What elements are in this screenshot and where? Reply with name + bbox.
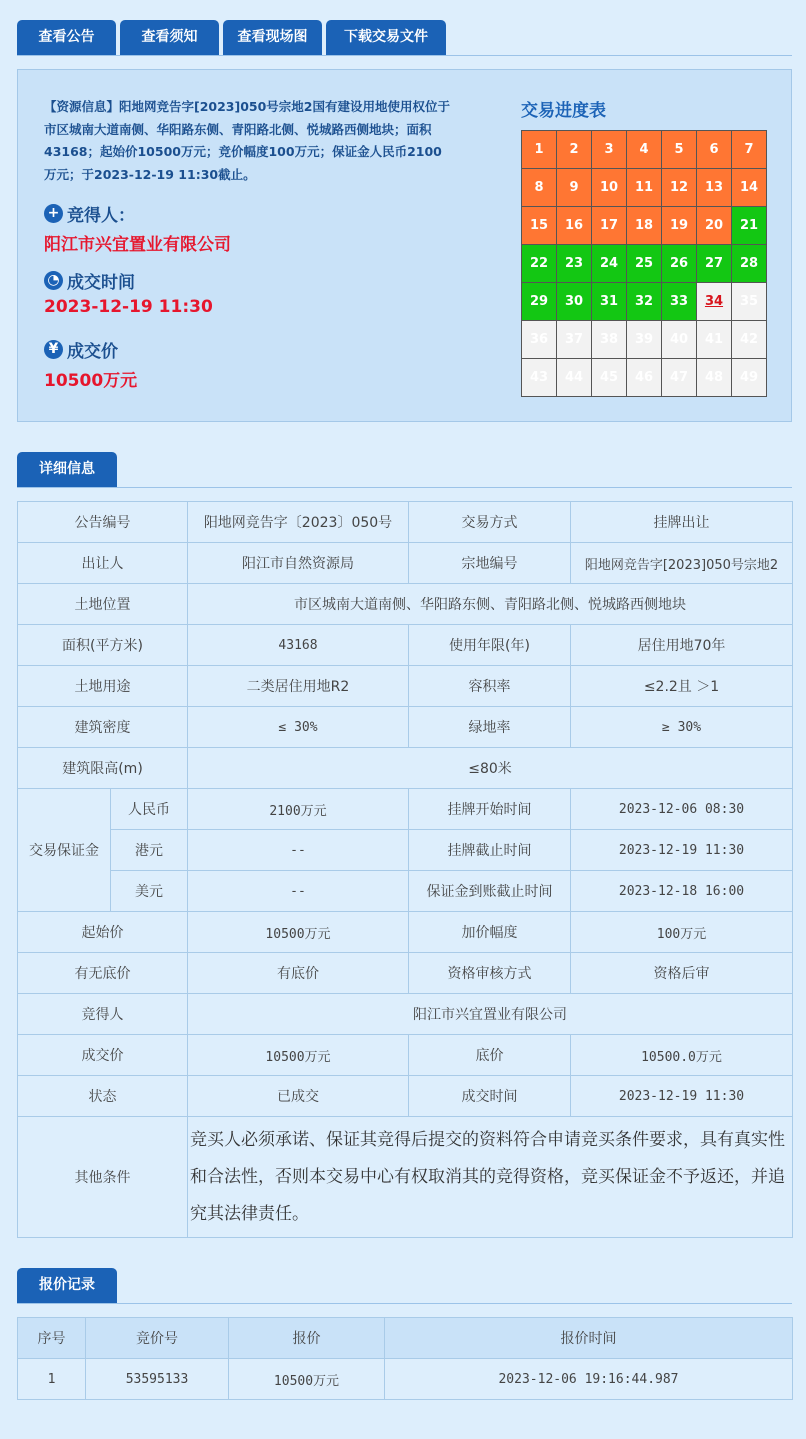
winner-row-label: 竞得人: [18, 994, 188, 1035]
deposit-label: 交易保证金: [18, 789, 111, 912]
plus-circle-icon: +: [44, 204, 63, 223]
bids-header-row: [18, 1318, 793, 1359]
progress-cell-37: 37: [557, 321, 592, 359]
progress-cell-26: 26: [662, 245, 697, 283]
usd-value: --: [188, 871, 409, 912]
bids-table: [17, 1317, 793, 1400]
parcel-no-value: 阳地网竞告字[2023]050号宗地2: [571, 543, 793, 584]
progress-grid: [521, 130, 767, 397]
table-row: [18, 625, 793, 666]
progress-cell-44: 44: [557, 359, 592, 397]
seller-value: 阳江市自然资源局: [188, 543, 409, 584]
progress-cell-35: 35: [732, 283, 767, 321]
seller-label: 出让人: [18, 543, 188, 584]
table-row: [18, 1359, 793, 1400]
progress-cell-45: 45: [592, 359, 627, 397]
table-row: [18, 871, 793, 912]
progress-cell-5: 5: [662, 131, 697, 169]
deal-time-label: 成交时间: [67, 273, 135, 293]
area-label: 面积(平方米): [18, 625, 188, 666]
other-label: 其他条件: [18, 1117, 188, 1238]
progress-cell-23: 23: [557, 245, 592, 283]
bid-seq: 1: [18, 1359, 86, 1400]
progress-cell-21: 21: [732, 207, 767, 245]
progress-cell-32: 32: [627, 283, 662, 321]
winner-label: 竞得人：: [67, 206, 135, 226]
deal-price-label-row: [44, 337, 118, 362]
deal-price-label: 成交价: [67, 342, 118, 362]
notice-no-label: 公告编号: [18, 502, 188, 543]
list-start-label: 挂牌开始时间: [409, 789, 571, 830]
progress-cell-36: 36: [522, 321, 557, 359]
deal-price-value: 10500万元: [44, 371, 138, 391]
deal-time-label-row: [44, 268, 135, 293]
table-row: [18, 543, 793, 584]
progress-cell-31: 31: [592, 283, 627, 321]
progress-cell-41: 41: [697, 321, 732, 359]
summary-panel: [17, 69, 792, 422]
progress-cell-18: 18: [627, 207, 662, 245]
rmb-label: 人民币: [111, 789, 188, 830]
trade-mode-label: 交易方式: [409, 502, 571, 543]
usd-label: 美元: [111, 871, 188, 912]
table-row: [18, 1076, 793, 1117]
progress-cell-12: 12: [662, 169, 697, 207]
bid-time: 2023-12-06 19:16:44.987: [385, 1359, 793, 1400]
tabs-divider: [17, 55, 792, 56]
progress-cell-47: 47: [662, 359, 697, 397]
start-price-label: 起始价: [18, 912, 188, 953]
bid-no: 53595133: [86, 1359, 229, 1400]
progress-cell-33: 33: [662, 283, 697, 321]
progress-cell-24: 24: [592, 245, 627, 283]
table-row: [18, 707, 793, 748]
trade-mode-value: 挂牌出让: [571, 502, 793, 543]
progress-cell-25: 25: [627, 245, 662, 283]
progress-cell-3: 3: [592, 131, 627, 169]
start-price-value: 10500万元: [188, 912, 409, 953]
table-row: [18, 912, 793, 953]
progress-cell-4: 4: [627, 131, 662, 169]
progress-cell-13: 13: [697, 169, 732, 207]
progress-cell-39: 39: [627, 321, 662, 359]
progress-cell-7: 7: [732, 131, 767, 169]
notice-no-value: 阳地网竞告字〔2023〕050号: [188, 502, 409, 543]
hkd-value: --: [188, 830, 409, 871]
table-row: [18, 830, 793, 871]
height-label: 建筑限高(m): [18, 748, 188, 789]
progress-cell-40: 40: [662, 321, 697, 359]
top-tabs: [17, 20, 446, 55]
progress-cell-38: 38: [592, 321, 627, 359]
progress-cell-11: 11: [627, 169, 662, 207]
usage-label: 土地用途: [18, 666, 188, 707]
density-label: 建筑密度: [18, 707, 188, 748]
winner-row-value: 阳江市兴宜置业有限公司: [188, 994, 793, 1035]
area-value: 43168: [188, 625, 409, 666]
reserve-value: 有底价: [188, 953, 409, 994]
table-row: [18, 666, 793, 707]
deposit-deadline-label: 保证金到账截止时间: [409, 871, 571, 912]
progress-cell-30: 30: [557, 283, 592, 321]
col-bid-no: 竞价号: [86, 1318, 229, 1359]
location-value: 市区城南大道南侧、华阳路东侧、青阳路北侧、悦城路西侧地块: [188, 584, 793, 625]
rmb-value: 2100万元: [188, 789, 409, 830]
progress-cell-16: 16: [557, 207, 592, 245]
progress-cell-17: 17: [592, 207, 627, 245]
deposit-deadline-value: 2023-12-18 16:00: [571, 871, 793, 912]
list-end-label: 挂牌截止时间: [409, 830, 571, 871]
list-start-value: 2023-12-06 08:30: [571, 789, 793, 830]
winner-value: 阳江市兴宜置业有限公司: [44, 235, 231, 255]
winner-label-row: [44, 201, 135, 226]
progress-cell-15: 15: [522, 207, 557, 245]
bid-price: 10500万元: [229, 1359, 385, 1400]
bids-divider: [17, 1303, 792, 1304]
table-row: [18, 502, 793, 543]
progress-cell-48: 48: [697, 359, 732, 397]
status-label: 状态: [18, 1076, 188, 1117]
progress-cell-49: 49: [732, 359, 767, 397]
height-value: ≤80米: [188, 748, 793, 789]
tab-view-notice[interactable]: 查看公告: [17, 20, 116, 55]
progress-cell-9: 9: [557, 169, 592, 207]
progress-cell-2: 2: [557, 131, 592, 169]
years-value: 居住用地70年: [571, 625, 793, 666]
detail-table: [17, 501, 793, 1238]
other-value: 竞买人必须承诺、保证其竞得后提交的资料符合申请竞买条件要求，具有真实性和合法性，否则本交易中心有权取消其的竞得资格，竞买保证金不予返还，并追究其法律责任。: [188, 1117, 793, 1238]
green-label: 绿地率: [409, 707, 571, 748]
increment-value: 100万元: [571, 912, 793, 953]
review-value: 资格后审: [571, 953, 793, 994]
progress-cell-27: 27: [697, 245, 732, 283]
table-row: [18, 584, 793, 625]
usage-value: 二类居住用地R2: [188, 666, 409, 707]
col-price: 报价: [229, 1318, 385, 1359]
progress-cell-10: 10: [592, 169, 627, 207]
detail-divider: [17, 487, 792, 488]
table-row: [18, 748, 793, 789]
deal-time-row-value: 2023-12-19 11:30: [571, 1076, 793, 1117]
progress-cell-42: 42: [732, 321, 767, 359]
floor-price-value: 10500.0万元: [571, 1035, 793, 1076]
location-label: 土地位置: [18, 584, 188, 625]
col-time: 报价时间: [385, 1318, 793, 1359]
years-label: 使用年限(年): [409, 625, 571, 666]
tab-download-files[interactable]: 下载交易文件: [326, 20, 446, 55]
resource-info: 【资源信息】阳地网竞告字[2023]050号宗地2国有建设用地使用权位于市区城南大道南侧、华阳路东侧、青阳路北侧、悦城路西侧地块；面积43168；起始价10500万元；竞价幅度100万元；保证金人民币2100万元；于2023-12-19 11:30截止。: [44, 99, 451, 182]
table-row: [18, 994, 793, 1035]
far-value: ≤2.2且 ＞1: [571, 666, 793, 707]
progress-cell-20: 20: [697, 207, 732, 245]
progress-cell-1: 1: [522, 131, 557, 169]
progress-cell-14: 14: [732, 169, 767, 207]
col-seq: 序号: [18, 1318, 86, 1359]
progress-cell-28: 28: [732, 245, 767, 283]
bids-section-tab[interactable]: 报价记录: [17, 1268, 117, 1303]
increment-label: 加价幅度: [409, 912, 571, 953]
progress-cell-46: 46: [627, 359, 662, 397]
floor-price-label: 底价: [409, 1035, 571, 1076]
reserve-label: 有无底价: [18, 953, 188, 994]
progress-cell-6: 6: [697, 131, 732, 169]
list-end-value: 2023-12-19 11:30: [571, 830, 793, 871]
tab-view-instructions[interactable]: 查看须知: [120, 20, 219, 55]
progress-cell-19: 19: [662, 207, 697, 245]
deal-price-row-value: 10500万元: [188, 1035, 409, 1076]
progress-cell-29: 29: [522, 283, 557, 321]
tab-view-site-map[interactable]: 查看现场图: [223, 20, 322, 55]
deal-time-value: 2023-12-19 11:30: [44, 297, 213, 317]
hkd-label: 港元: [111, 830, 188, 871]
detail-section-tab[interactable]: 详细信息: [17, 452, 117, 487]
progress-title: 交易进度表: [521, 101, 606, 121]
yen-icon: ¥: [44, 340, 63, 359]
deal-price-row-label: 成交价: [18, 1035, 188, 1076]
status-value: 已成交: [188, 1076, 409, 1117]
table-row: [18, 1117, 793, 1238]
progress-cell-8: 8: [522, 169, 557, 207]
progress-cell-22: 22: [522, 245, 557, 283]
clock-icon: ◔: [44, 271, 63, 290]
progress-cell-43: 43: [522, 359, 557, 397]
table-row: [18, 953, 793, 994]
progress-cell-34[interactable]: 34: [697, 283, 732, 321]
green-value: ≥ 30%: [571, 707, 793, 748]
review-label: 资格审核方式: [409, 953, 571, 994]
table-row: [18, 1035, 793, 1076]
far-label: 容积率: [409, 666, 571, 707]
table-row: [18, 789, 793, 830]
density-value: ≤ 30%: [188, 707, 409, 748]
deal-time-row-label: 成交时间: [409, 1076, 571, 1117]
parcel-no-label: 宗地编号: [409, 543, 571, 584]
